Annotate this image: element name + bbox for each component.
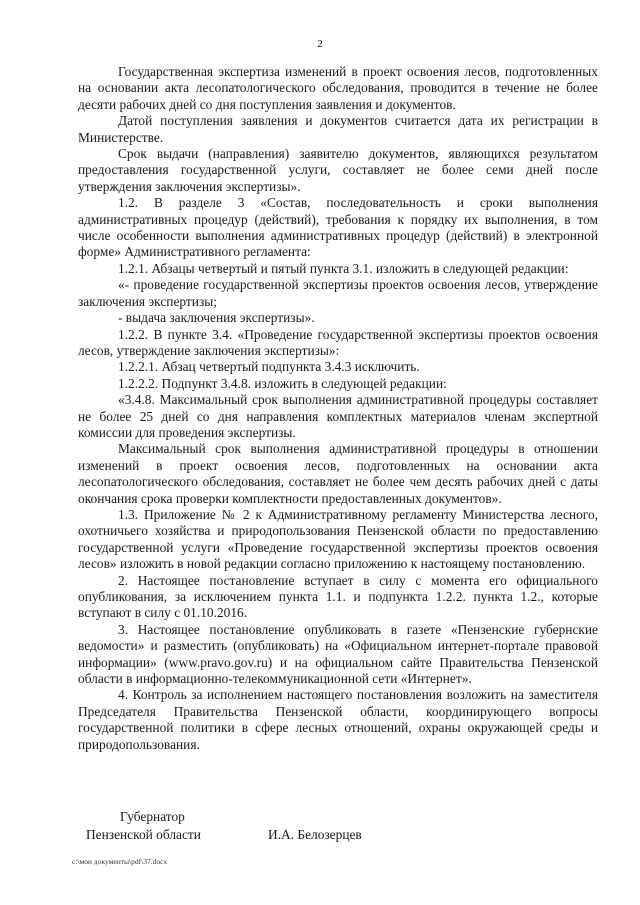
document-body (78, 64, 598, 753)
paragraph: Срок выдачи (направления) заявителю документов, являющихся результатом предоставления государственной услуги, составляет не более семи дней после утверждения заключения экспертизы». (78, 146, 598, 194)
paragraph: «- проведение государственной экспертизы проектов освоения лесов, утверждение заключения экспертизы; (78, 277, 598, 309)
paragraph: 4. Контроль за исполнением настоящего постановления возложить на заместителя Председателя Правительства Пензенской области, координирующего вопросы государственной политики в сфере лесных отношений, охраны окружающей среды и природопользования. (78, 687, 598, 752)
paragraph: 2. Настоящее постановление вступает в силу с момента его официального опубликования, за исключением пункта 1.1. и подпункта 1.2.2. пункта 1.2., которые вступают в силу с 01.10.2016. (78, 572, 598, 621)
page-number: 2 (317, 38, 323, 50)
paragraph: Датой поступления заявления и документов считается дата их регистрации в Министерстве. (78, 113, 598, 145)
paragraph: Государственная экспертиза изменений в проект освоения лесов, подготовленных на основании акта лесопатологического обследования, проводится в течение не более десяти рабочих дней со дня поступления заявления и документов. (78, 64, 598, 112)
paragraph: 1.3. Приложение № 2 к Административному регламенту Министерства лесного, охотничьего хозяйства и природопользования Пензенской области по предоставлению государственной услуги «Проведение государственной экспертизы проектов освоения лесов» изложить в новой редакции согласно приложению к настоящему постановлению. (78, 506, 598, 572)
signatory-region: Пензенской области (86, 827, 201, 842)
paragraph: 1.2.2.2. Подпункт 3.4.8. изложить в следующей редакции: (118, 375, 447, 391)
paragraph: 1.2.2.1. Абзац четвертый подпункта 3.4.3 исключить. (118, 359, 420, 375)
signatory-title: Губернатор (120, 809, 185, 824)
paragraph: Максимальный срок выполнения административной процедуры в отношении изменений в проект освоения лесов, подготовленных на основании акта лесопатологического обследования, составляет не более чем десять рабочих дней с даты окончания срока проверки комплектности предоставленных документов». (78, 441, 598, 506)
signatory-name: И.А. Белозерцев (268, 827, 362, 842)
paragraph: 1.2. В разделе 3 «Состав, последовательность и сроки выполнения административных процедур (действий), требования к порядку их выполнения, в том числе особенности выполнения административных процедур (действий) в электронной форме» Административного регламента: (78, 195, 598, 260)
paragraph: 1.2.2. В пункте 3.4. «Проведение государственной экспертизы проектов освоения лесов, утверждение заключения экспертизы»: (78, 326, 598, 358)
paragraph: 3. Настоящее постановление опубликовать в газете «Пензенские губернские ведомости» и разместить (опубликовать) на «Официальном интернет-портале правовой информации» (www.pravo.gov.ru) и на официальном сайте Правительства Пензенской области в информационно-телекоммуникационной сети «Интернет». (78, 621, 598, 687)
paragraph: «3.4.8. Максимальный срок выполнения административной процедуры составляет не более 25 дней со дня направления комплектных материалов членам экспертной комиссии для проведения экспертизы. (78, 392, 598, 440)
file-path-footer: c:\мои документы\pdf\37.docx (72, 857, 168, 866)
paragraph: - выдача заключения экспертизы». (118, 310, 315, 326)
paragraph: 1.2.1. Абзацы четвертый и пятый пункта 3.1. изложить в следующей редакции: (118, 260, 569, 276)
